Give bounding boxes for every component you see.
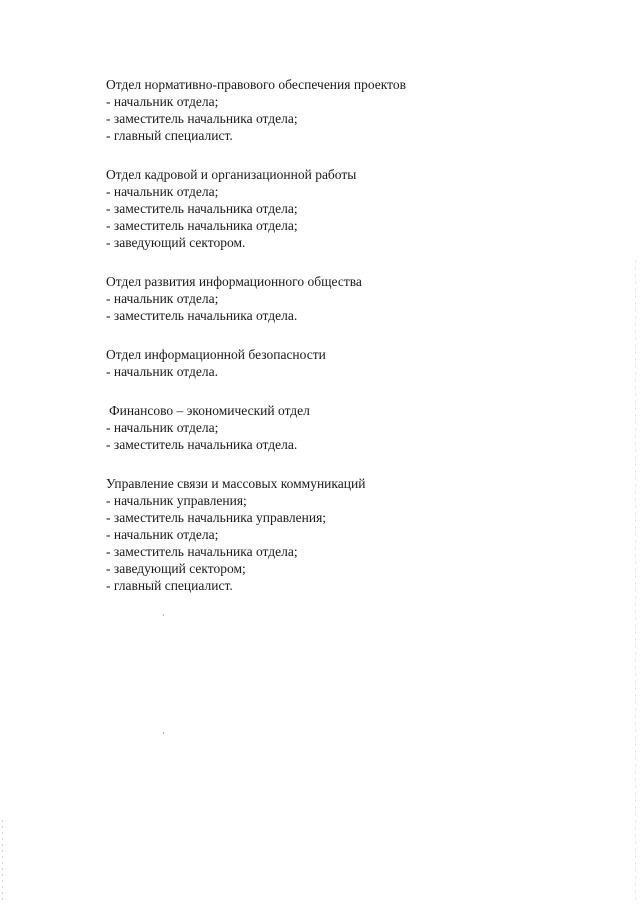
scan-speck (163, 732, 164, 734)
section-legal-support (106, 76, 586, 144)
list-item: - заместитель начальника отдела. (106, 437, 298, 452)
position-list (106, 183, 586, 251)
list-item: - начальник отдела; (106, 527, 219, 542)
section-title: Отдел информационной безопасности (106, 347, 326, 362)
list-item: - заместитель начальника отдела. (106, 308, 298, 323)
position-list (106, 363, 586, 380)
list-item: - начальник отдела; (106, 291, 219, 306)
section-information-security (106, 346, 586, 380)
list-item: - начальник отдела; (106, 420, 219, 435)
list-item: - заведующий сектором. (106, 235, 246, 250)
scan-speck (163, 614, 164, 616)
list-item: - заместитель начальника отдела; (106, 111, 298, 126)
section-communications (106, 475, 586, 594)
list-item: - начальник отдела; (106, 184, 219, 199)
section-title: Финансово – экономический отдел (109, 403, 310, 418)
list-item: - начальник отдела. (106, 364, 218, 379)
document-body (106, 76, 586, 616)
list-item: - заместитель начальника управления; (106, 510, 327, 525)
section-hr (106, 166, 586, 251)
section-information-society (106, 273, 586, 324)
section-title: Отдел развития информационного общества (106, 274, 362, 289)
section-title: Отдел кадровой и организационной работы (106, 167, 357, 182)
position-list (106, 492, 586, 594)
position-list (106, 93, 586, 144)
list-item: - главный специалист. (106, 578, 233, 593)
list-item: - начальник отдела; (106, 94, 219, 109)
position-list (106, 419, 586, 453)
list-item: - заместитель начальника отдела; (106, 218, 298, 233)
scan-edge-artifact (635, 260, 636, 900)
list-item: - главный специалист. (106, 128, 233, 143)
list-item: - начальник управления; (106, 493, 247, 508)
list-item: - заместитель начальника отдела; (106, 201, 298, 216)
scan-edge-artifact (2, 820, 3, 900)
list-item: - заместитель начальника отдела; (106, 544, 298, 559)
section-finance (106, 402, 586, 453)
section-title: Управление связи и массовых коммуникаций (106, 476, 366, 491)
list-item: - заведующий сектором; (106, 561, 246, 576)
position-list (106, 290, 586, 324)
section-title: Отдел нормативно-правового обеспечения проектов (106, 77, 406, 92)
